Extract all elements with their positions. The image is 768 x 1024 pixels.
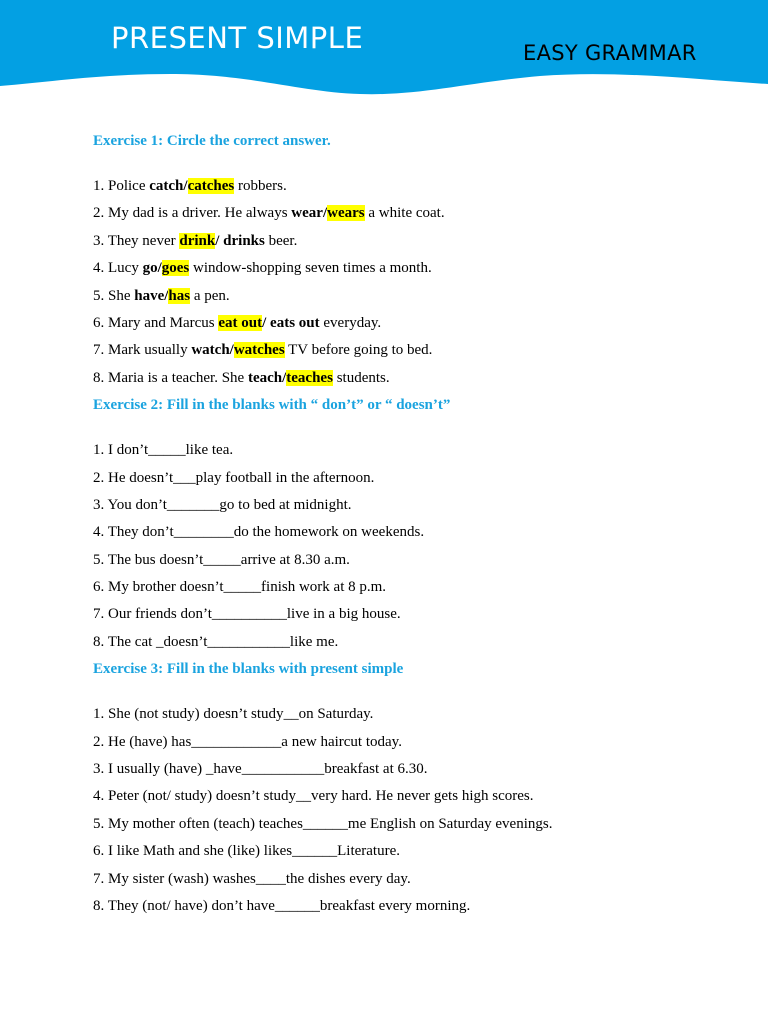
item-text: 3. They never	[93, 232, 180, 249]
item-text: 8. The cat _doesn’t	[93, 633, 208, 650]
item-text: 4. They don’t	[93, 524, 174, 541]
exercise1-heading: Exercise 1: Circle the correct answer.	[93, 133, 331, 149]
item-text: 6. My brother doesn’t	[93, 579, 224, 596]
item-text: window-shopping seven times a month.	[189, 260, 432, 277]
option-a[interactable]: catch/	[149, 178, 188, 194]
option-a[interactable]: teach/	[247, 369, 287, 386]
item-text: live in a big house.	[286, 606, 401, 623]
item-text: 5. My mother often (teach) teaches	[93, 815, 303, 832]
item-text: beer.	[264, 232, 298, 249]
exercise3-list	[93, 701, 753, 920]
exercise3-heading: Exercise 3: Fill in the blanks with present simple	[93, 661, 404, 678]
item-text: a new haircut today.	[281, 733, 402, 750]
option-a[interactable]: go/	[142, 260, 162, 277]
item-text: 7. Mark usually	[93, 342, 192, 359]
item-text: like me.	[289, 633, 339, 650]
exercise3-item	[93, 756, 753, 783]
item-text: go to bed at midnight.	[219, 496, 352, 513]
exercise3-item	[93, 701, 753, 728]
item-text: on Saturday.	[298, 706, 374, 723]
exercise1-item	[93, 365, 753, 392]
item-text: 5. She	[93, 287, 135, 304]
item-text: TV before going to bed.	[284, 342, 433, 359]
exercise2-item	[93, 437, 753, 464]
answer-blank[interactable]: ______	[292, 843, 338, 860]
exercise1-item	[93, 200, 753, 227]
item-text: 1. I don’t	[93, 442, 149, 459]
answer-blank[interactable]: _____	[148, 442, 186, 459]
answer-blank[interactable]: ____	[255, 870, 286, 887]
item-text: 2. He doesn’t	[93, 469, 174, 486]
answer-blank[interactable]: ___	[173, 469, 196, 486]
exercise1-item	[93, 337, 753, 364]
answer-blank[interactable]: ___________	[241, 761, 325, 778]
item-text: 1. She (not study) doesn’t study	[93, 706, 284, 723]
answer-blank[interactable]: ________	[173, 524, 234, 541]
item-text: 7. Our friends don’t	[93, 606, 212, 623]
exercise3-item	[93, 783, 753, 810]
answer-blank[interactable]: ____	[203, 551, 234, 568]
worksheet-content	[93, 128, 753, 920]
option-b-highlighted[interactable]: watches	[233, 342, 285, 359]
item-text: 2. My dad is a driver. He always	[93, 205, 292, 222]
item-text: do the homework on weekends.	[233, 524, 425, 541]
answer-blank[interactable]: ___________	[207, 633, 290, 650]
item-text: 8. They (not/ have) don’t have	[93, 897, 275, 914]
answer-blank[interactable]: __	[283, 706, 299, 723]
option-b-highlighted[interactable]: goes	[161, 260, 190, 277]
exercise3-item	[93, 729, 753, 756]
exercise2-list	[93, 437, 753, 656]
item-text: breakfast at 6.30.	[324, 761, 428, 778]
item-text: a white coat.	[364, 205, 445, 222]
exercise1-item	[93, 228, 753, 255]
exercise2-heading: Exercise 2: Fill in the blanks with “ don’t” or “ doesn’t”	[93, 397, 451, 414]
option-b-highlighted[interactable]: teaches	[286, 369, 333, 386]
exercise2-item	[93, 601, 753, 628]
item-text: 7. My sister (wash) washes	[93, 870, 256, 887]
option-b-highlighted[interactable]: catches	[187, 178, 235, 194]
item-text: everyday.	[319, 314, 382, 331]
answer-blank[interactable]: ______	[274, 897, 320, 914]
item-text: Literature.	[337, 843, 401, 860]
answer-blank[interactable]: _____	[223, 579, 262, 596]
exercise2-item	[93, 465, 753, 492]
answer-blank[interactable]: ____________	[191, 733, 282, 750]
exercise1-item	[93, 173, 753, 200]
item-text: breakfast every morning.	[319, 897, 471, 914]
exercise3-item	[93, 811, 753, 838]
item-text: 8. Maria is a teacher. She	[93, 369, 248, 386]
exercise3-item	[93, 838, 753, 865]
item-text: a pen.	[190, 287, 230, 304]
exercise3-item	[93, 866, 753, 893]
item-text: play football in the afternoon.	[195, 469, 375, 486]
item-text: 3. You don’t	[93, 496, 167, 513]
exercise1-item	[93, 310, 753, 337]
exercise2-item	[93, 629, 753, 656]
option-b-highlighted[interactable]: has	[168, 287, 191, 304]
option-a[interactable]: watch/	[191, 342, 234, 359]
page-title: PRESENT SIMPLE	[111, 21, 364, 55]
answer-blank[interactable]: _______	[166, 496, 220, 513]
item-text: 6. I like Math and she (like) likes	[93, 843, 293, 860]
exercise1-item	[93, 283, 753, 310]
item-text: 4. Peter (not/ study) doesn’t study	[93, 788, 297, 805]
item-text: finish work at 8 p.m.	[261, 579, 387, 596]
item-text: robbers.	[234, 178, 287, 194]
exercise1-item	[93, 255, 753, 282]
option-a[interactable]: wear/	[291, 205, 328, 222]
item-text: 6. Mary and Marcus	[93, 314, 219, 331]
item-text: 1. Police	[93, 178, 150, 194]
exercise1-list	[93, 173, 753, 392]
item-text: 5. The bus doesn’t	[93, 551, 204, 568]
option-b[interactable]: / drinks	[215, 232, 265, 249]
item-text: the dishes every day.	[285, 870, 411, 887]
answer-blank[interactable]: ______	[302, 815, 348, 832]
exercise2-item	[93, 547, 753, 574]
item-text: 2. He (have) has	[93, 733, 192, 750]
item-text: students.	[332, 369, 390, 386]
item-text: 4. Lucy	[93, 260, 143, 277]
option-a[interactable]: have/	[134, 287, 169, 304]
exercise2-item	[93, 492, 753, 519]
option-b-highlighted[interactable]: wears	[327, 205, 365, 222]
answer-blank[interactable]: __________	[211, 606, 287, 623]
option-b[interactable]: / eats out	[262, 314, 320, 331]
page-subtitle: EASY GRAMMAR	[523, 41, 697, 65]
item-text: _arrive at 8.30 a.m.	[233, 551, 350, 568]
exercise2-item	[93, 519, 753, 546]
item-text: like tea.	[185, 442, 234, 459]
exercise2-item	[93, 574, 753, 601]
exercise3-item	[93, 893, 753, 920]
option-a-highlighted[interactable]: eat out	[218, 314, 263, 331]
option-a-highlighted[interactable]: drink	[179, 232, 216, 249]
answer-blank[interactable]: __	[296, 788, 312, 805]
item-text: me English on Saturday evenings.	[347, 815, 553, 832]
item-text: 3. I usually (have) _have	[93, 761, 242, 778]
item-text: very hard. He never gets high scores.	[311, 788, 534, 805]
